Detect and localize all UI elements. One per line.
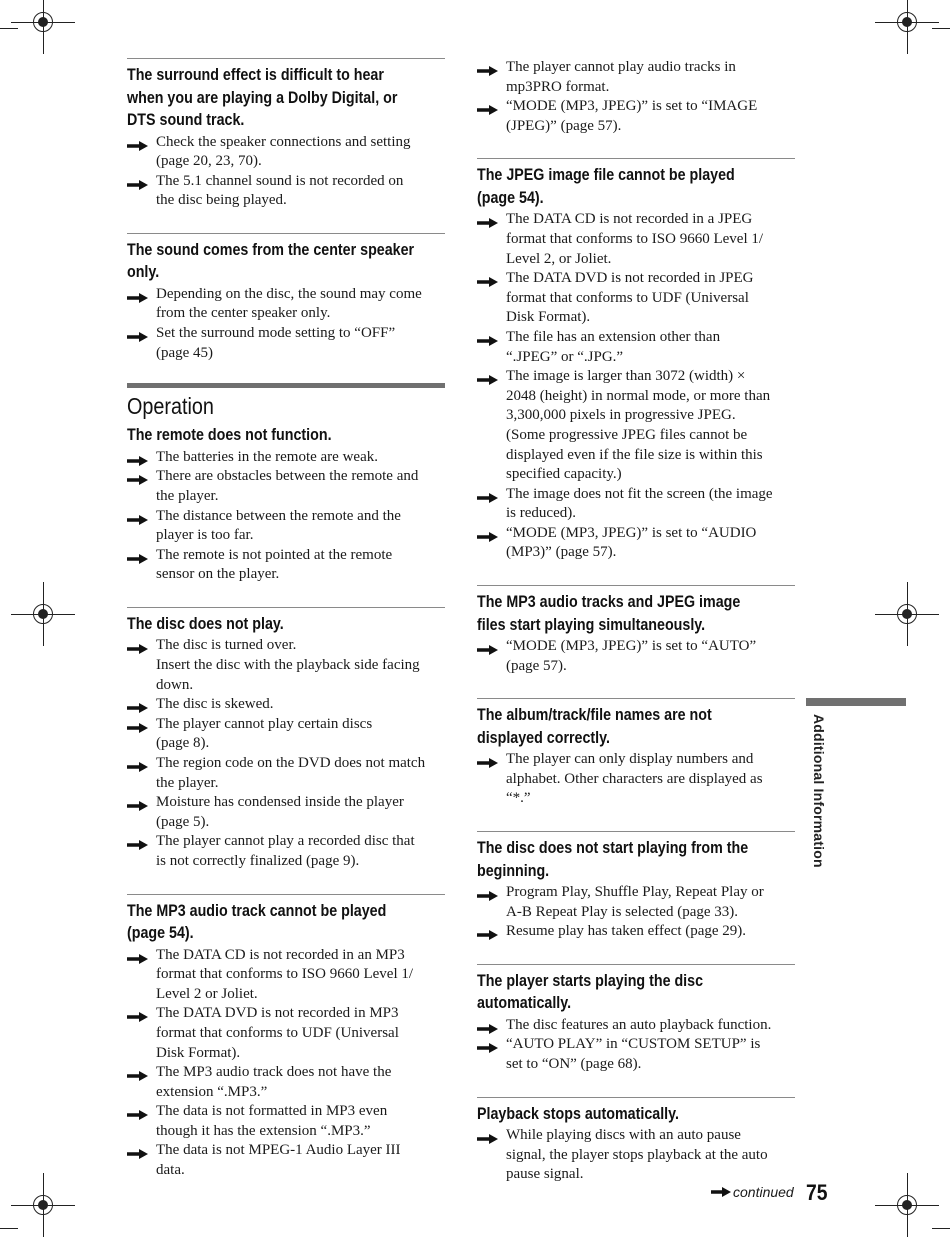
right-arrow-icon	[477, 102, 498, 112]
section-title	[127, 900, 444, 945]
remedy-item	[127, 285, 445, 324]
troubleshooting-section	[127, 58, 445, 211]
remedy-text-line: the player.	[156, 774, 219, 791]
remedy-item	[477, 269, 795, 328]
right-arrow-icon	[127, 551, 148, 561]
remedy-text-line: format that conforms to ISO 9660 Level 1/	[156, 966, 414, 983]
right-arrow-icon	[127, 1146, 148, 1156]
section-title	[477, 1103, 794, 1126]
remedy-text-line: “MODE (MP3, JPEG)” is set to “IMAGE	[506, 98, 758, 115]
right-arrow-icon	[477, 490, 498, 500]
remedy-text-line: While playing discs with an auto pause	[506, 1127, 741, 1144]
right-arrow-icon	[127, 1009, 148, 1019]
remedy-text-line: signal, the player stops playback at the auto	[506, 1146, 768, 1163]
right-arrow-icon	[477, 63, 498, 73]
remedy-text-line: format that conforms to UDF (Universal	[506, 289, 749, 306]
remedy-text-line: The distance between the remote and the	[156, 507, 401, 524]
remedy-item	[477, 1126, 795, 1185]
right-arrow-icon	[477, 1040, 498, 1050]
remedy-text-line: The player can only display numbers and	[506, 751, 754, 768]
section-title-line: The MP3 audio track cannot be played	[127, 900, 387, 920]
right-arrow-icon	[711, 1187, 731, 1197]
remedy-item	[477, 1035, 795, 1074]
remedy-text-line: The data is not MPEG-1 Audio Layer III	[156, 1142, 401, 1159]
remedy-text-line: set to “ON” (page 68).	[506, 1056, 642, 1072]
right-arrow-icon	[127, 138, 148, 148]
section-title-line: files start playing simultaneously.	[477, 614, 706, 634]
right-arrow-icon	[127, 453, 148, 463]
section-title-line: when you are playing a Dolby Digital, or	[127, 87, 398, 107]
right-arrow-icon	[477, 755, 498, 765]
remedy-text-line: The disc features an auto playback function.	[506, 1016, 772, 1033]
right-arrow-icon	[477, 927, 498, 937]
remedy-item	[477, 1016, 795, 1036]
remedy-item	[127, 1141, 445, 1180]
remedy-text-line: The region code on the DVD does not match	[156, 754, 426, 771]
right-arrow-icon	[127, 720, 148, 730]
left-column	[127, 58, 445, 1203]
right-arrow-icon	[477, 1131, 498, 1141]
right-arrow-icon	[127, 1068, 148, 1078]
remedy-text-line: The DATA CD is not recorded in a JPEG	[506, 211, 753, 228]
troubleshooting-section	[477, 1097, 795, 1185]
section-title-line: (page 54).	[127, 923, 194, 943]
right-arrow-icon	[477, 529, 498, 539]
section-title-line: DTS sound track.	[127, 110, 245, 129]
remedy-text-line: “.JPEG” or “.JPG.”	[506, 348, 624, 365]
remedy-item	[127, 133, 445, 172]
troubleshooting-section	[477, 585, 795, 676]
remedy-text-line: sensor on the player.	[156, 566, 280, 583]
operation-heading-block	[127, 383, 445, 420]
remedy-text-line: alphabet. Other characters are displayed as	[506, 770, 763, 787]
remedy-item	[127, 507, 445, 546]
remedy-text-line: pause signal.	[506, 1166, 584, 1183]
section-title	[127, 239, 444, 284]
remedy-text-line: The remote is not pointed at the remote	[156, 546, 393, 563]
remedy-text-line: format that conforms to UDF (Universal	[156, 1024, 399, 1041]
remedy-text-line: A-B Repeat Play is selected (page 33).	[506, 903, 739, 920]
right-arrow-icon	[477, 215, 498, 225]
remedy-text-line: Disk Format).	[156, 1044, 241, 1061]
remedy-item	[127, 467, 445, 506]
remedy-text-line: (JPEG)” (page 57).	[506, 117, 622, 134]
section-title-line: The remote does not function.	[127, 425, 332, 445]
troubleshooting-section	[477, 964, 795, 1075]
remedy-text-line: “AUTO PLAY” in “CUSTOM SETUP” is	[506, 1036, 761, 1053]
remedy-list	[477, 1126, 795, 1185]
side-tab-bar	[806, 698, 906, 706]
remedy-text-line: Insert the disc with the playback side facing	[156, 657, 420, 673]
side-tab-label: Additional Information	[811, 714, 827, 868]
remedy-item	[127, 946, 445, 1005]
right-arrow-icon	[477, 372, 498, 382]
remedy-item	[127, 1063, 445, 1102]
remedy-text-line: The image is larger than 3072 (width) ×	[506, 368, 746, 385]
remedy-text-line: 3,300,000 pixels in progressive JPEG.	[506, 407, 736, 424]
troubleshooting-section	[477, 158, 795, 563]
section-title	[477, 591, 794, 636]
remedy-item	[127, 324, 445, 363]
remedy-text-line: displayed even if the file size is within this	[506, 446, 763, 463]
troubleshooting-section	[127, 233, 445, 363]
right-column	[477, 58, 795, 1207]
remedy-item	[477, 328, 795, 367]
remedy-text-line: The DATA DVD is not recorded in MP3	[156, 1005, 399, 1022]
remedy-item	[127, 695, 445, 715]
remedy-item	[127, 448, 445, 468]
remedy-text-line: the disc being played.	[156, 192, 287, 209]
remedy-text-line: specified capacity.)	[506, 466, 622, 483]
section-title	[127, 424, 444, 447]
remedy-text-line: player is too far.	[156, 527, 254, 544]
remedy-item	[127, 546, 445, 585]
remedy-list	[477, 883, 795, 942]
remedy-text-line: Check the speaker connections and setting	[156, 133, 411, 150]
remedy-text-line: Level 2 or Joliet.	[156, 985, 258, 1002]
section-title-line: Playback stops automatically.	[477, 1103, 679, 1123]
section-title-line: The disc does not start playing from the	[477, 838, 749, 858]
troubleshooting-section	[127, 424, 445, 585]
remedy-text-line: The image does not fit the screen (the image	[506, 485, 773, 502]
remedy-text-line: is reduced).	[506, 505, 576, 522]
remedy-text-line: (MP3)” (page 57).	[506, 544, 617, 561]
section-title-line: automatically.	[477, 993, 572, 1013]
remedy-item	[477, 58, 795, 97]
remedy-text-line: “MODE (MP3, JPEG)” is set to “AUTO”	[506, 638, 757, 655]
crop-line	[0, 28, 18, 29]
remedy-item	[477, 210, 795, 269]
remedy-item	[127, 1102, 445, 1141]
section-title-line: The surround effect is difficult to hear	[127, 65, 384, 84]
section-title-line: displayed correctly.	[477, 727, 610, 747]
remedy-text-line: though it has the extension “.MP3.”	[156, 1122, 371, 1139]
section-title-line: The MP3 audio tracks and JPEG image	[477, 592, 741, 612]
right-arrow-icon	[477, 1021, 498, 1031]
section-title-line: The disc does not play.	[127, 613, 284, 633]
section-title-line: The album/track/file names are not	[477, 705, 712, 725]
remedy-text-line: extension “.MP3.”	[156, 1083, 268, 1100]
remedy-item	[477, 750, 795, 809]
section-title	[127, 64, 444, 132]
remedy-list	[477, 750, 795, 809]
remedy-item	[477, 485, 795, 524]
remedy-item	[477, 97, 795, 136]
right-arrow-icon	[127, 641, 148, 651]
remedy-list	[477, 210, 795, 563]
section-title	[477, 837, 794, 882]
remedy-text-line: “MODE (MP3, JPEG)” is set to “AUDIO	[506, 524, 757, 541]
remedy-text-line: is not correctly finalized (page 9).	[156, 852, 360, 869]
remedy-list	[127, 636, 445, 871]
remedy-text-line: Level 2, or Joliet.	[506, 250, 612, 267]
remedy-list	[127, 133, 445, 211]
section-title-line: The sound comes from the center speaker	[127, 239, 415, 259]
remedy-text-line: data.	[156, 1162, 185, 1179]
remedy-text-line: The batteries in the remote are weak.	[156, 448, 378, 465]
remedy-text-line: The file has an extension other than	[506, 328, 721, 345]
operation-heading: Operation	[127, 393, 214, 420]
remedy-item	[127, 832, 445, 871]
right-arrow-icon	[477, 642, 498, 652]
troubleshooting-section	[477, 698, 795, 809]
remedy-list	[477, 637, 795, 676]
remedy-text-line: The data is not formatted in MP3 even	[156, 1103, 388, 1120]
remedy-text-line: “*.”	[506, 790, 531, 807]
section-title	[127, 613, 444, 636]
remedy-text-line: There are obstacles between the remote and	[156, 468, 419, 485]
right-arrow-icon	[127, 759, 148, 769]
remedy-item	[127, 793, 445, 832]
section-title	[477, 970, 794, 1015]
remedy-text-line: The player cannot play certain discs	[156, 715, 373, 732]
remedy-list	[477, 58, 795, 136]
section-title-line: The player starts playing the disc	[477, 970, 704, 990]
continued-note	[711, 1184, 794, 1200]
remedy-text-line: The disc is turned over.	[156, 637, 297, 654]
remedy-text-line: The DATA DVD is not recorded in JPEG	[506, 270, 754, 287]
remedy-text-line: down.	[156, 676, 194, 693]
right-arrow-icon	[127, 472, 148, 482]
remedy-text-line: the player.	[156, 487, 219, 504]
remedy-text-line: The player cannot play audio tracks in	[506, 59, 736, 75]
section-title	[477, 164, 794, 209]
remedy-text-line: The player cannot play a recorded disc that	[156, 833, 415, 850]
remedy-item	[477, 367, 795, 485]
remedy-text-line: (page 57).	[506, 657, 567, 674]
right-arrow-icon	[477, 333, 498, 343]
remedy-text-line: Moisture has condensed inside the player	[156, 794, 404, 811]
remedy-text-line: Program Play, Shuffle Play, Repeat Play or	[506, 884, 764, 901]
right-arrow-icon	[127, 290, 148, 300]
right-arrow-icon	[127, 329, 148, 339]
remedy-text-line: Set the surround mode setting to “OFF”	[156, 325, 396, 342]
remedy-text-line: Depending on the disc, the sound may come	[156, 285, 422, 302]
section-title-line: (page 54).	[477, 187, 544, 207]
remedy-text-line: 2048 (height) in normal mode, or more than	[506, 387, 771, 404]
right-arrow-icon	[477, 274, 498, 284]
remedy-text-line: The MP3 audio track does not have the	[156, 1064, 392, 1081]
remedy-text-line: from the center speaker only.	[156, 305, 331, 322]
right-arrow-icon	[127, 798, 148, 808]
right-arrow-icon	[127, 512, 148, 522]
troubleshooting-section	[477, 831, 795, 942]
section-title-line: beginning.	[477, 860, 550, 880]
right-arrow-icon	[127, 177, 148, 187]
remedy-list	[127, 946, 445, 1181]
remedy-item	[127, 636, 445, 695]
troubleshooting-section	[477, 58, 795, 136]
remedy-item	[477, 524, 795, 563]
remedy-item	[477, 637, 795, 676]
remedy-text-line: (Some progressive JPEG files cannot be	[506, 426, 748, 443]
remedy-item	[127, 754, 445, 793]
right-arrow-icon	[127, 837, 148, 847]
troubleshooting-section	[127, 894, 445, 1181]
remedy-text-line: mp3PRO format.	[506, 78, 610, 95]
right-arrow-icon	[127, 1107, 148, 1117]
right-arrow-icon	[127, 951, 148, 961]
remedy-item	[477, 922, 795, 942]
section-title-line: only.	[127, 262, 160, 282]
remedy-item	[127, 172, 445, 211]
right-arrow-icon	[477, 888, 498, 898]
remedy-text-line: (page 20, 23, 70).	[156, 153, 262, 170]
right-arrow-icon	[127, 700, 148, 710]
remedy-list	[127, 448, 445, 585]
remedy-text-line: The disc is skewed.	[156, 696, 274, 713]
remedy-text-line: format that conforms to ISO 9660 Level 1/	[506, 230, 764, 247]
remedy-text-line: Resume play has taken effect (page 29).	[506, 923, 747, 940]
remedy-list	[477, 1016, 795, 1075]
remedy-text-line: Disk Format).	[506, 309, 591, 326]
section-title	[477, 704, 794, 749]
crop-line	[932, 28, 950, 29]
remedy-text-line: (page 8).	[156, 735, 210, 752]
page-number: 75	[806, 1180, 828, 1205]
remedy-item	[477, 883, 795, 922]
section-title-line: The JPEG image file cannot be played	[477, 165, 735, 185]
remedy-item	[127, 1004, 445, 1063]
remedy-text-line: (page 45)	[156, 344, 214, 361]
remedy-list	[127, 285, 445, 363]
remedy-text-line: The DATA CD is not recorded in an MP3	[156, 946, 405, 963]
remedy-text-line: (page 5).	[156, 813, 210, 830]
continued-label: continued	[733, 1184, 794, 1200]
troubleshooting-section	[127, 607, 445, 872]
remedy-item	[127, 715, 445, 754]
remedy-text-line: The 5.1 channel sound is not recorded on	[156, 172, 404, 189]
